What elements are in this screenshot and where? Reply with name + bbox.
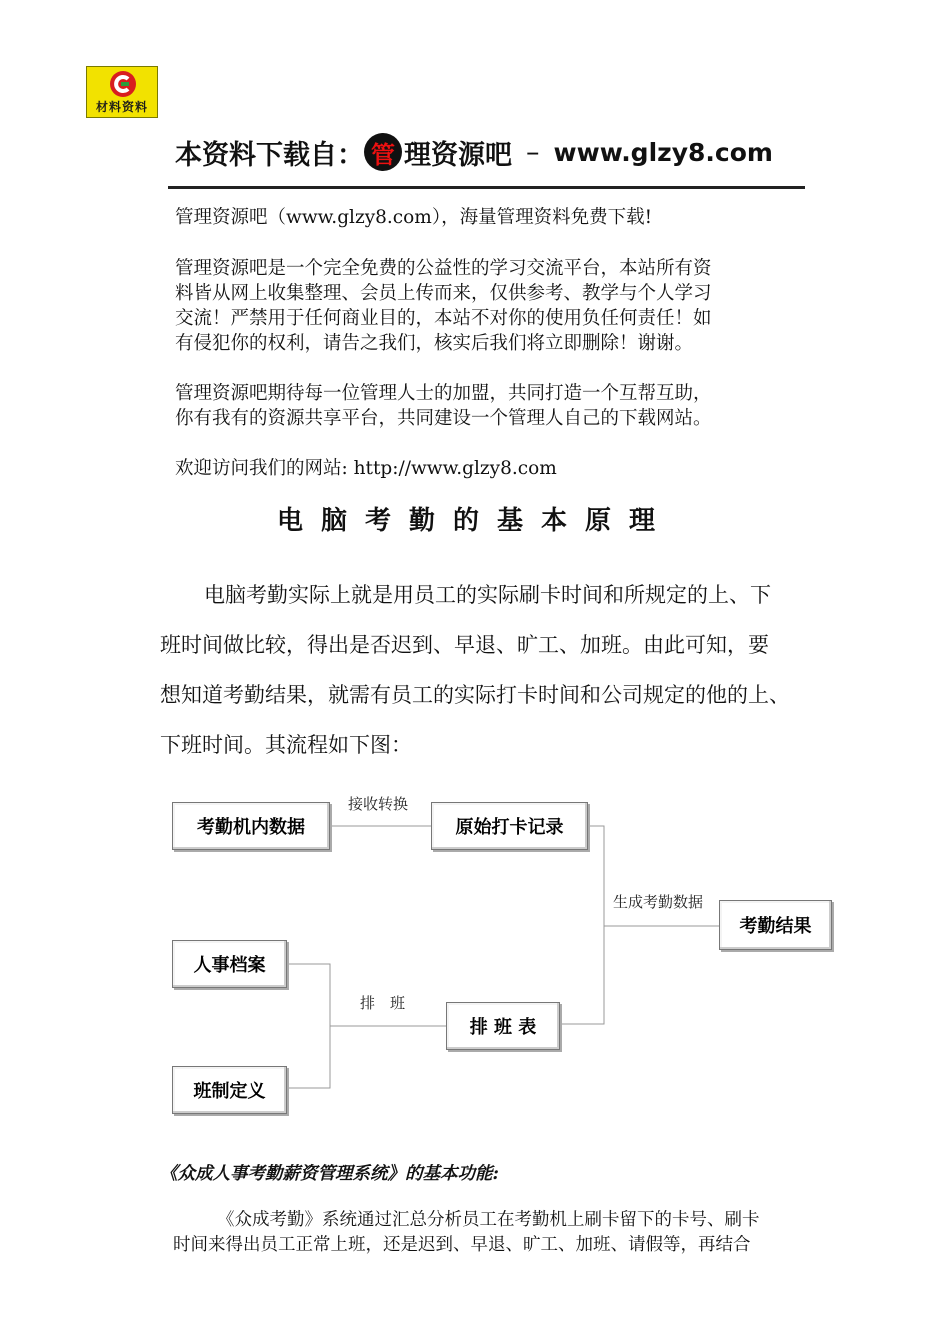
connector-merge (560, 826, 604, 1024)
node-raw-records: 原始打卡记录 (431, 802, 588, 850)
attendance-flow-diagram (0, 770, 950, 1150)
intro-line: 交流！严禁用于任何商业目的，本站不对你的使用负任何责任！如 (175, 308, 712, 329)
badge-icon: 管 (364, 133, 402, 171)
intro-line: 管理资源吧是一个完全免费的公益性的学习交流平台，本站所有资 (175, 258, 712, 279)
intro-line: 你有我有的资源共享平台，共同建设一个管理人自己的下载网站。 (175, 408, 712, 429)
paragraph-line: 时间来得出员工正常上班，还是迟到、早退、旷工、加班、请假等，再结合 (173, 1235, 751, 1255)
body-paragraph (160, 570, 840, 770)
node-hr-files: 人事档案 (172, 940, 287, 988)
body-line: 电脑考勤实际上就是用员工的实际刷卡时间和所规定的上、下 (204, 583, 771, 607)
body-line: 想知道考勤结果，就需有员工的实际打卡时间和公司规定的他的上、 (160, 683, 790, 707)
section-subheading: 《众成人事考勤薪资管理系统》的基本功能: (160, 1164, 499, 1184)
banner-url[interactable]: www.glzy8.com (553, 137, 773, 167)
node-machine-data: 考勤机内数据 (172, 802, 330, 850)
banner-site-name: 理资源吧 (404, 139, 512, 171)
connector-hr-shift (287, 964, 330, 1088)
paragraph-line: 《众成考勤》系统通过汇总分析员工在考勤机上刷卡留下的卡号、刷卡 (217, 1210, 760, 1230)
logo-text: 材料资料 (95, 100, 148, 114)
intro-line: 有侵犯你的权利，请告之我们，核实后我们将立即删除！谢谢。 (175, 333, 694, 354)
intro-line: 管理资源吧期待每一位管理人士的加盟，共同打造一个互帮互助， (175, 383, 712, 404)
edge-label-receive: 接收转换 (348, 795, 409, 813)
node-attendance-result: 考勤结果 (719, 900, 832, 950)
edge-label-generate: 生成考勤数据 (613, 893, 704, 911)
intro-paragraph-2 (175, 256, 815, 356)
header-divider (168, 186, 805, 189)
function-paragraph (173, 1208, 833, 1258)
intro-line: 料皆从网上收集整理、会员上传而来，仅供参考、教学与个人学习 (175, 283, 712, 304)
node-schedule: 排 班 表 (446, 1002, 560, 1050)
page-title: 电脑考勤的基本原理 (276, 506, 673, 536)
banner-dash: – (526, 136, 540, 168)
site-logo (86, 66, 158, 118)
node-shift-definition: 班制定义 (172, 1066, 287, 1114)
intro-paragraph-3 (175, 381, 815, 431)
intro-paragraph-1: 管理资源吧（www.glzy8.com），海量管理资料免费下载! (175, 207, 653, 228)
edge-label-scheduling: 排 班 (360, 994, 406, 1012)
body-line: 班时间做比较，得出是否迟到、早退、旷工、加班。由此可知，要 (160, 633, 769, 657)
banner-prefix: 本资料下载自： (175, 139, 364, 171)
body-line: 下班时间。其流程如下图： (160, 733, 412, 757)
download-banner (175, 130, 815, 174)
logo-mark-icon (109, 70, 137, 98)
intro-paragraph-4: 欢迎访问我们的网站: http://www.glzy8.com (175, 458, 557, 479)
